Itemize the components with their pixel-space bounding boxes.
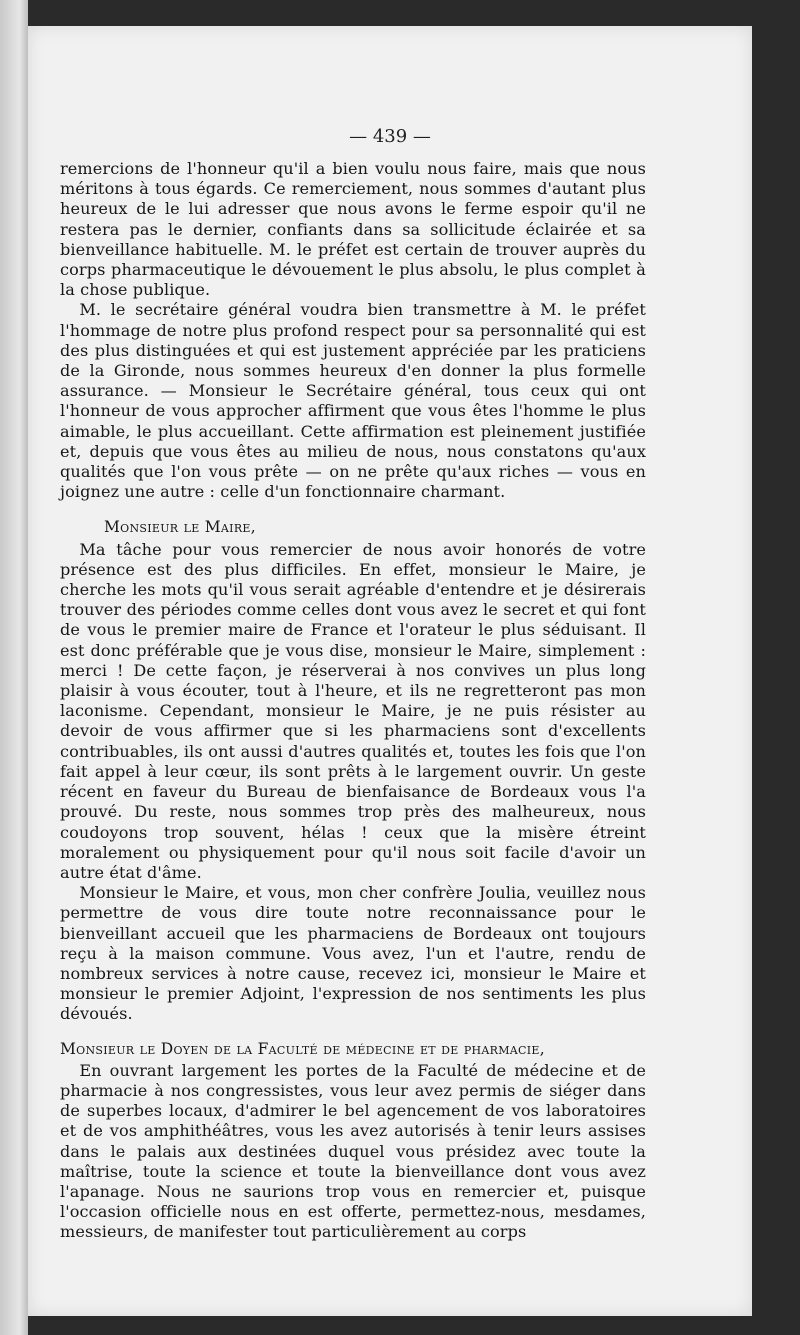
section-heading: Monsieur le Doyen de la Faculté de médecine et de pharmacie, — [60, 1039, 545, 1058]
page-body — [60, 159, 646, 1243]
page-number: — 439 — — [349, 126, 431, 147]
book-page — [28, 26, 752, 1316]
paragraph: En ouvrant largement les portes de la Faculté de médecine et de pharmacie à nos congressistes, vous leur avez permis de siéger dans de superbes locaux, d'admirer le bel agencement de vos laboratoires et de vos amphithéâtres, vous les avez autorisés à tenir leurs assises dans le palais aux destinées duquel vous présidez avec toute la maîtrise, toute la science et toute la bienveillance dont vous avez l'apanage. Nous ne saurions trop vous en remercier et, puisque l'occasion officielle nous en est offerte, permettez-nous, mesdames, messieurs, de manifester tout particulièrement au corps — [60, 1060, 646, 1242]
section-heading: Monsieur le Maire, — [104, 518, 256, 537]
previous-page-edge — [0, 0, 28, 1335]
paragraph: Monsieur le Maire, et vous, mon cher confrère Joulia, veuillez nous permettre de vous dire toute notre reconnaissance pour le bienveillant accueil que les pharmaciens de Bordeaux ont toujours reçu à la maison commune. Vous avez, l'un et l'autre, rendu de nombreux services à notre cause, recevez ici, monsieur le Maire et monsieur le premier Adjoint, l'expression de nos sentiments les plus dévoués. — [60, 883, 646, 1024]
paragraph: M. le secrétaire général voudra bien transmettre à M. le préfet l'hommage de notre plus profond respect pour sa personnalité qui est des plus distinguées et qui est justement appréciée par les praticiens de la Gironde, nous sommes heureux d'en donner la plus formelle assurance. — Monsieur le Secrétaire général, tous ceux qui ont l'honneur de vous approcher affirment que vous êtes l'homme le plus aimable, le plus accueillant. Cette affirmation est pleinement justifiée et, depuis que vous êtes au milieu de nous, nous constatons qu'aux qualités que l'on vous prête — on ne prête qu'aux riches — vous en joignez une autre : celle d'un fonctionnaire charmant. — [60, 300, 646, 502]
paragraph: Ma tâche pour vous remercier de nous avoir honorés de votre présence est des plus difficiles. En effet, monsieur le Maire, je cherche les mots qu'il vous serait agréable d'entendre et je désirerais trouver des périodes comme celles dont vous avez le secret et qui font de vous le premier maire de France et l'orateur le plus séduisant. Il est donc préférable que je vous dise, monsieur le Maire, simplement : merci ! De cette façon, je réserverai à nos convives un plus long plaisir à vous écouter, tout à l'heure, et ils ne regretteront pas mon laconisme. Cependant, monsieur le Maire, je ne puis résister au devoir de vous affirmer que si les pharmaciens sont d'excellents contribuables, ils ont aussi d'autres qualités et, toutes les fois que l'on fait appel à leur cœur, ils sont prêts à le largement ouvrir. Un geste récent en faveur du Bureau de bienfaisance de Bordeaux vous l'a prouvé. Du reste, nous sommes trop près des malheureux, nous coudoyons trop souvent, hélas ! ceux que la misère étreint moralement ou physiquement pour qu'il nous soit facile d'avoir un autre état d'âme. — [60, 539, 646, 882]
paragraph: remercions de l'honneur qu'il a bien voulu nous faire, mais que nous méritons à tous égards. Ce remerciement, nous sommes d'autant plus heureux de le lui adresser que nous avons le ferme espoir qu'il ne restera pas le dernier, confiants dans sa sollicitude éclairée et sa bienveillance habituelle. M. le préfet est certain de trouver auprès du corps pharmaceutique le dévouement le plus absolu, le plus complet à la chose publique. — [60, 159, 646, 300]
